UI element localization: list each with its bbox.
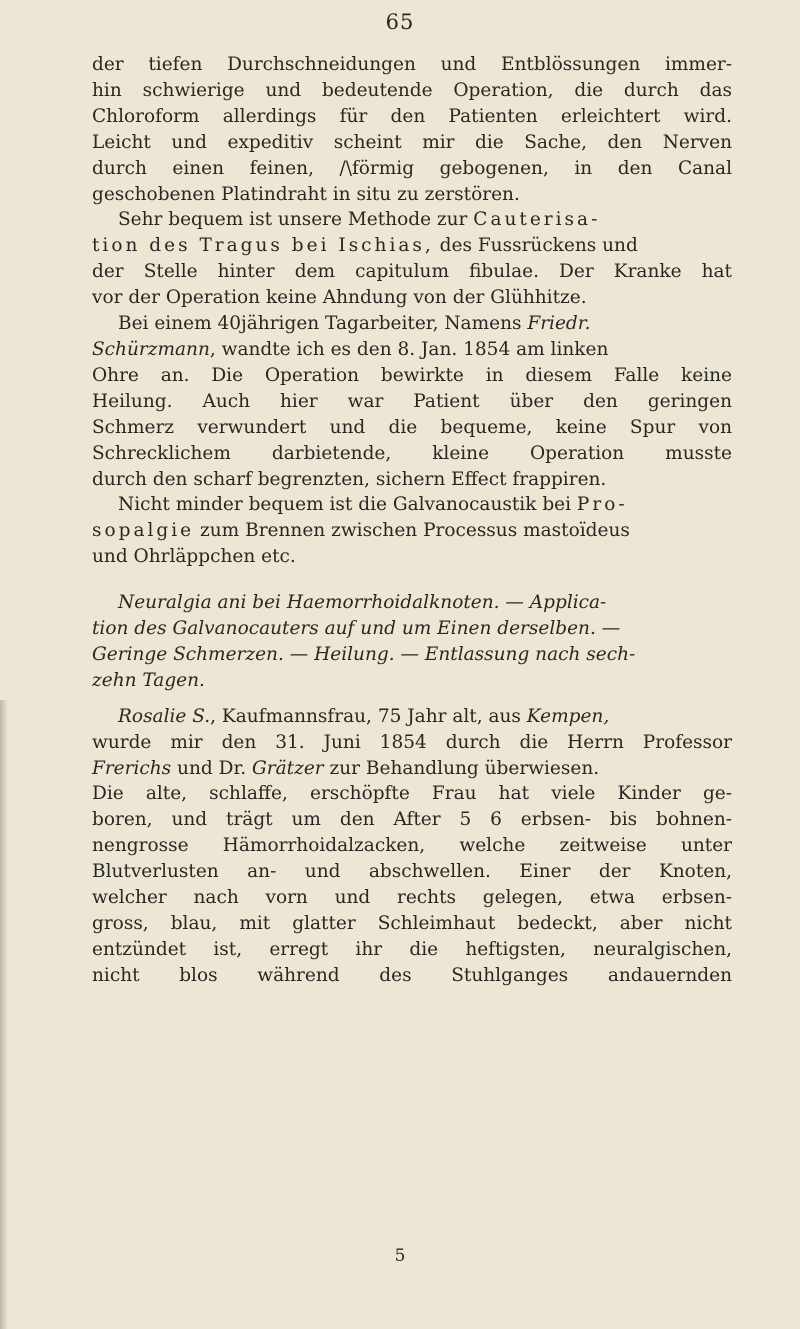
text-fragment: zur Behandlung überwiesen. [323,757,600,779]
case-heading [92,590,732,694]
person-name: Schürzmann [92,338,210,360]
spaced-term: Cauterisa- [473,209,601,231]
text-fragment: und Dr. [171,757,253,779]
page-text [92,52,732,989]
text-line: Heilung. Auch hier war Patient über den geringen [92,390,732,412]
text-line: vor der Operation keine Ahndung von der Glühhitze. [92,287,587,309]
text-line: hin schwierige und bedeutende Operation, die durch das [92,79,732,101]
text-line [92,518,732,544]
text-line: geschobenen Platindraht in situ zu zerstören. [92,183,520,205]
text-fragment: Nicht minder bequem ist die Galvanocaustik bei [118,494,577,516]
place-name: Kempen, [526,705,610,727]
case-report [92,704,732,989]
text-line [92,233,732,259]
text-line [92,492,732,518]
page-number: 65 [385,10,415,34]
text-line [92,311,732,337]
text-line [92,337,732,363]
text-line: welcher nach vorn und rechts gelegen, etwa erbsen- [92,887,732,909]
text-line: Schmerz verwundert und die bequeme, keine Spur von [92,416,732,438]
person-name: Grätzer [252,757,324,779]
page-binding-shadow [0,700,8,1329]
text-line: Leicht und expeditiv scheint mir die Sache, den Nerven [92,131,732,153]
signature-mark: 5 [394,1246,406,1266]
text-line: Chloroform allerdings für den Patienten erleichtert wird. [92,105,732,127]
spaced-term: tion des Tragus bei Ischias, [92,235,434,257]
text-line: gross, blau, mit glatter Schleimhaut bedeckt, aber nicht [92,913,732,934]
patient-name: Rosalie S. [118,705,211,727]
text-line: Die alte, schlaffe, erschöpfte Frau hat viele Kinder ge- [92,783,732,805]
person-name: Friedr. [527,313,591,335]
text-fragment: Bei einem 40jährigen Tagarbeiter, Namens [118,313,528,335]
text-fragment: Sehr bequem ist unsere Methode zur [118,209,474,231]
text-line: boren, und trägt um den After 5 6 erbsen- bis bohnen- [92,809,732,831]
text-line: nengrosse Hämorrhoidalzacken, welche zeitweise unter [92,835,732,857]
text-line: der Stelle hinter dem capitulum fibulae. Der Kranke hat [92,261,732,283]
text-line [92,704,732,730]
heading-line: zehn Tagen. [92,669,205,691]
text-line [92,756,732,782]
text-fragment: des Fussrückens und [433,235,638,257]
text-line: Blutverlusten an- und abschwellen. Einer der Knoten, [92,861,732,883]
person-name: Frerichs [92,757,172,779]
text-line: und Ohrläppchen etc. [92,546,296,568]
text-line: durch einen feinen, /\förmig gebogenen, in den Canal [92,157,732,179]
spaced-term: Pro- [576,494,628,516]
text-line: der tiefen Durchschneidungen und Entblössungen immer- [92,54,732,75]
text-line: Ohre an. Die Operation bewirkte in diesem Falle keine [92,364,732,386]
text-fragment: , wandte ich es den 8. Jan. 1854 am linken [209,338,609,360]
spaced-term: sopalgie [92,520,195,542]
text-fragment: , Kaufmannsfrau, 75 Jahr alt, aus [210,705,527,727]
heading-line: tion des Galvanocauters auf und um Einen derselben. — [92,618,621,640]
text-line: Schrecklichem darbietende, kleine Operation musste [92,442,732,464]
text-line: nicht blos während des Stuhlganges andauernden [92,964,732,986]
text-line [92,207,732,233]
heading-line: Neuralgia ani bei Haemorrhoidalknoten. — Applica- [118,592,607,614]
text-line: durch den scharf begrenzten, sichern Effect frappiren. [92,468,607,490]
text-fragment: zum Brennen zwischen Processus mastoïdeus [194,520,630,542]
text-line: entzündet ist, erregt ihr die heftigsten, neuralgischen, [92,938,732,960]
heading-line: Geringe Schmerzen. — Heilung. — Entlassung nach sech- [92,643,636,665]
text-line: wurde mir den 31. Juni 1854 durch die Herrn Professor [92,731,732,753]
